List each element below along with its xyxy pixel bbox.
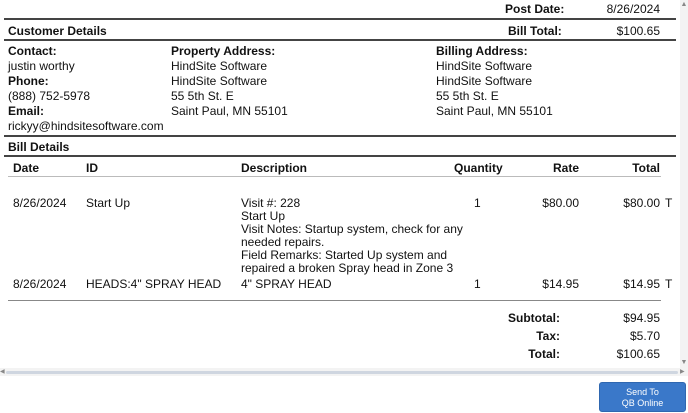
row-description-line: Visit #: 228 [241,196,301,210]
email-label: Email: [8,104,45,118]
bill-total-label: Bill Total: [508,24,562,38]
divider [4,39,676,41]
divider [4,135,676,137]
property-address-label: Property Address: [171,44,276,58]
row-rate: $80.00 [542,196,579,210]
property-address-line: Saint Paul, MN 55101 [171,104,288,118]
row-description-line: Start Up [241,209,286,223]
row-id: Start Up [86,196,131,210]
row-tax-flag: T [665,277,673,291]
column-header-date: Date [13,161,40,175]
divider [8,300,661,301]
contact-label: Contact: [8,44,57,58]
phone-value: (888) 752-5978 [8,89,91,103]
divider [4,18,676,20]
footer [0,376,688,413]
property-address-line: HindSite Software [171,59,268,73]
header-underline [8,176,661,177]
row-id: HEADS:4" SPRAY HEAD [86,277,222,291]
property-address-line: 55 5th St. E [171,89,234,103]
send-button-line: Send To [626,387,659,397]
total-label: Total: [528,347,560,361]
phone-label: Phone: [8,74,49,88]
property-address-line: HindSite Software [171,74,268,88]
row-description-line: 4" SPRAY HEAD [241,277,332,291]
post-date-label: Post Date: [505,2,565,16]
billing-address-line: HindSite Software [436,59,533,73]
horizontal-scroll-thumb[interactable] [6,371,678,374]
subtotal-label: Subtotal: [508,311,560,325]
scroll-left-icon[interactable]: ◀ [0,369,5,375]
row-description-line: Visit Notes: Startup system, check for any [241,222,463,236]
row-total: $80.00 [623,196,660,210]
billing-address-line: 55 5th St. E [436,89,499,103]
subtotal-value: $94.95 [623,311,660,325]
divider [4,155,676,157]
email-value: rickyy@hindsitesoftware.com [8,119,164,133]
customer-details-title: Customer Details [8,24,107,38]
row-description-line: repaired a broken Spray head in Zone 3 [241,261,454,275]
row-description-line: needed repairs. [241,235,325,249]
column-header-id: ID [86,161,98,175]
tax-value: $5.70 [629,329,660,343]
scroll-down-icon[interactable]: ▼ [680,359,688,366]
column-header-quantity: Quantity [454,161,503,175]
contact-name: justin worthy [8,59,75,73]
row-quantity: 1 [474,196,481,210]
send-button-line: QB Online [621,398,664,408]
scroll-up-icon[interactable]: ▲ [680,1,688,8]
tax-label: Tax: [536,329,560,343]
bill-total-value: $100.65 [616,24,660,38]
billing-address-label: Billing Address: [436,44,528,58]
billing-address-line: Saint Paul, MN 55101 [436,104,553,118]
vertical-scrollbar[interactable] [680,0,688,368]
send-to-qb-online-button[interactable] [599,382,686,412]
post-date-value: 8/26/2024 [606,2,660,16]
bill-details-title: Bill Details [8,140,70,154]
column-header-total: Total [632,161,660,175]
total-value: $100.65 [616,347,660,361]
row-date: 8/26/2024 [13,277,67,291]
column-header-rate: Rate [552,161,579,175]
row-date: 8/26/2024 [13,196,67,210]
row-tax-flag: T [665,196,673,210]
row-total: $14.95 [623,277,660,291]
column-header-description: Description [241,161,308,175]
row-rate: $14.95 [542,277,579,291]
scroll-right-icon[interactable]: ▶ [680,369,685,375]
billing-address-line: HindSite Software [436,74,533,88]
row-quantity: 1 [474,277,481,291]
row-description-line: Field Remarks: Started Up system and [241,248,448,262]
